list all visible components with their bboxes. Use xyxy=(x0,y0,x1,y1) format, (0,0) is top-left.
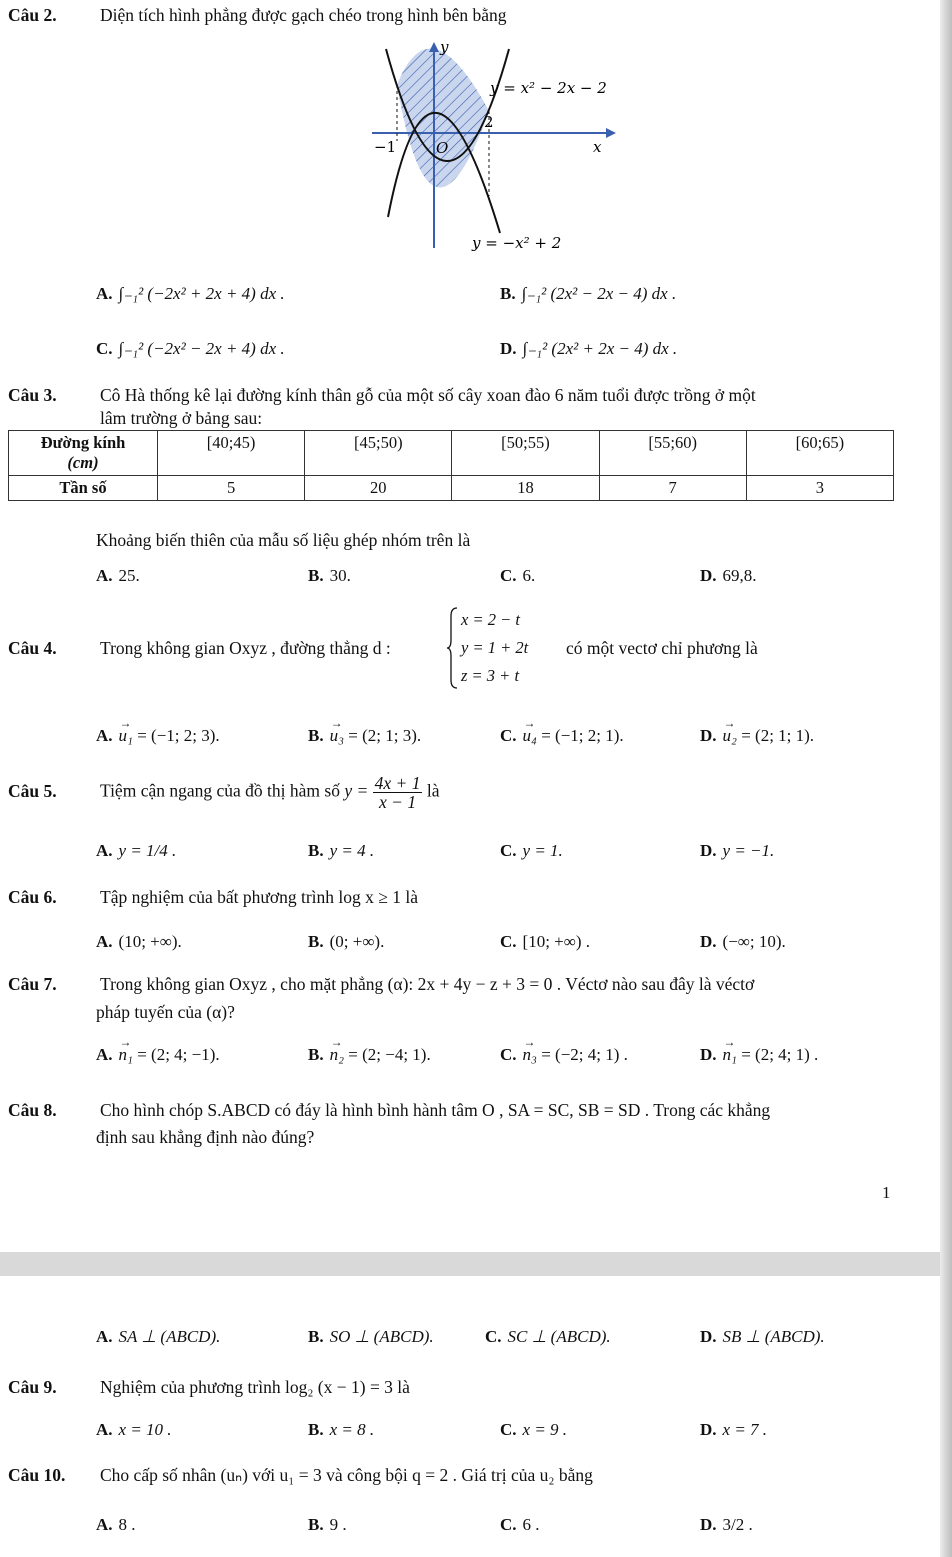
question-9 xyxy=(8,1376,410,1398)
question-3 xyxy=(8,384,756,406)
question-10 xyxy=(8,1464,593,1486)
table-cell: [55;60) xyxy=(599,431,746,476)
system-eq-z: z = 3 + t xyxy=(461,666,520,685)
table-row xyxy=(9,476,894,501)
table-cell: 3 xyxy=(746,476,893,501)
q5-option-d[interactable]: D. y = −1. xyxy=(700,841,775,860)
x-axis-label: x xyxy=(593,138,602,156)
q7-option-c[interactable]: C.→ n₃ = (−2; 4; 1) . xyxy=(500,1044,628,1066)
curve1-label: y = x² − 2x − 2 xyxy=(490,79,607,97)
q5-option-c[interactable]: C. y = 1. xyxy=(500,841,563,860)
y-axis-label: y xyxy=(440,38,449,56)
question-number: Câu 5. xyxy=(8,780,57,801)
question-4-tail: có một vectơ chỉ phương là xyxy=(566,638,758,658)
question-3-line2: lâm trường ở bảng sau: xyxy=(100,408,263,428)
q6-option-a[interactable]: A. (10; +∞). xyxy=(96,932,182,951)
question-7 xyxy=(8,973,754,995)
q3-option-d[interactable]: D. 69,8. xyxy=(700,566,757,585)
q4-option-a[interactable]: A.→ u₁ = (−1; 2; 3). xyxy=(96,725,220,747)
q3-option-a[interactable]: A. 25. xyxy=(96,566,140,585)
question-text: Trong không gian Oxyz , đường thẳng d : xyxy=(100,638,391,658)
q4-option-c[interactable]: C.→ u₄ = (−1; 2; 1). xyxy=(500,725,624,747)
function-lhs: y = xyxy=(344,780,369,801)
q10-option-c[interactable]: C. 6 . xyxy=(500,1515,540,1534)
q6-option-c[interactable]: C. [10; +∞) . xyxy=(500,932,591,951)
system-eq-x: x = 2 − t xyxy=(461,610,520,629)
table-cell: 20 xyxy=(305,476,452,501)
question-4 xyxy=(8,637,391,659)
question-number: Câu 2. xyxy=(8,5,57,25)
q7-option-a[interactable]: A.→ n₁ = (2; 4; −1). xyxy=(96,1044,220,1066)
question-3-prompt: Khoảng biến thiên của mẫu số liệu ghép nhóm trên là xyxy=(96,530,471,550)
q10-option-a[interactable]: A. 8 . xyxy=(96,1515,136,1534)
page-2 xyxy=(0,1276,940,1557)
q4-option-d[interactable]: D.→ u₂ = (2; 1; 1). xyxy=(700,725,814,747)
q7-option-d[interactable]: D.→ n₁ = (2; 4; 1) . xyxy=(700,1044,818,1066)
question-text: Cho hình chóp S.ABCD có đáy là hình bình hành tâm O , SA = SC, SB = SD . Trong các khẳng xyxy=(100,1100,771,1120)
question-text: Diện tích hình phẳng được gạch chéo trong hình bên bằng xyxy=(100,5,507,25)
question-number: Câu 6. xyxy=(8,887,57,907)
question-number: Câu 3. xyxy=(8,385,57,405)
function-fraction: $\frac{4x + 1}{x - 1}$ xyxy=(374,773,421,812)
question-7-line2: pháp tuyến của (α)? xyxy=(96,1002,235,1022)
q8-option-b[interactable]: B. SO ⊥ (ABCD). xyxy=(308,1327,434,1346)
question-8-line2: định sau khẳng định nào đúng? xyxy=(96,1127,315,1147)
table-cell: [45;50) xyxy=(305,431,452,476)
table-row xyxy=(9,431,894,476)
q10-option-b[interactable]: B. 9 . xyxy=(308,1515,347,1534)
curve2-label: y = −x² + 2 xyxy=(472,234,562,252)
question-number: Câu 9. xyxy=(8,1377,57,1397)
q2-option-a[interactable]: A. ∫₋₁² (−2x² + 2x + 4) dx . xyxy=(96,284,285,303)
question-number: Câu 8. xyxy=(8,1100,57,1120)
q6-option-d[interactable]: D. (−∞; 10). xyxy=(700,932,786,951)
q5-option-b[interactable]: B. y = 4 . xyxy=(308,841,375,860)
question-text: Tập nghiệm của bất phương trình log x ≥ 1 là xyxy=(100,887,418,907)
question-text: Cô Hà thống kê lại đường kính thân gỗ của một số cây xoan đào 6 năm tuổi được trồng ở một xyxy=(100,385,756,405)
q2-option-b[interactable]: B. ∫₋₁² (2x² − 2x − 4) dx . xyxy=(500,284,677,303)
q9-option-a[interactable]: A. x = 10 . xyxy=(96,1420,172,1439)
brace-icon xyxy=(445,606,459,690)
table-header: Đường kính (cm) xyxy=(9,431,158,476)
q2-option-c[interactable]: C. ∫₋₁² (−2x² − 2x + 4) dx . xyxy=(96,339,285,358)
table-cell: [60;65) xyxy=(746,431,893,476)
question-text: Tiệm cận ngang của đồ thị hàm số xyxy=(100,780,340,801)
table-cell: [50;55) xyxy=(452,431,599,476)
question-tail: là xyxy=(426,780,440,801)
page-number: 1 xyxy=(882,1183,891,1202)
q8-option-d[interactable]: D. SB ⊥ (ABCD). xyxy=(700,1327,825,1346)
q6-option-b[interactable]: B. (0; +∞). xyxy=(308,932,385,951)
q5-option-a[interactable]: A. y = 1/4 . xyxy=(96,841,177,860)
q9-option-b[interactable]: B. x = 8 . xyxy=(308,1420,375,1439)
table-cell: [40;45) xyxy=(158,431,305,476)
question-5 xyxy=(8,774,440,811)
question-number: Câu 4. xyxy=(8,638,57,658)
system-eq-y: y = 1 + 2t xyxy=(461,638,529,657)
q4-option-b[interactable]: B.→ u₃ = (2; 1; 3). xyxy=(308,725,421,747)
tick-pos-label: 2 xyxy=(484,113,494,131)
q8-option-c[interactable]: C. SC ⊥ (ABCD). xyxy=(485,1327,611,1346)
question-2 xyxy=(8,4,507,26)
frequency-table xyxy=(8,430,894,501)
q10-option-d[interactable]: D. 3/2 . xyxy=(700,1515,753,1534)
q9-option-c[interactable]: C. x = 9 . xyxy=(500,1420,568,1439)
q3-option-c[interactable]: C. 6. xyxy=(500,566,536,585)
tick-neg-label: −1 xyxy=(374,138,397,156)
q9-option-d[interactable]: D. x = 7 . xyxy=(700,1420,768,1439)
question-number: Câu 10. xyxy=(8,1465,66,1485)
table-cell: 7 xyxy=(599,476,746,501)
question-text: Nghiệm của phương trình log₂ (x − 1) = 3 là xyxy=(100,1377,410,1397)
table-cell: 18 xyxy=(452,476,599,501)
question-8 xyxy=(8,1099,770,1121)
shaded-region xyxy=(397,49,489,188)
origin-label: O xyxy=(436,139,449,157)
question-text: Cho cấp số nhân (uₙ) với u₁ = 3 và công bội q = 2 . Giá trị của u₂ bằng xyxy=(100,1465,593,1485)
question-text: Trong không gian Oxyz , cho mặt phẳng (α): 2x + 4y − z + 3 = 0 . Véctơ nào sau đây là véctơ xyxy=(100,974,755,994)
question-6 xyxy=(8,886,418,908)
q8-option-a[interactable]: A. SA ⊥ (ABCD). xyxy=(96,1327,221,1346)
page-edge-shadow xyxy=(940,0,952,1557)
q2-option-d[interactable]: D. ∫₋₁² (2x² + 2x − 4) dx . xyxy=(500,339,678,358)
table-cell: 5 xyxy=(158,476,305,501)
question-number: Câu 7. xyxy=(8,974,57,994)
q7-option-b[interactable]: B.→ n₂ = (2; −4; 1). xyxy=(308,1044,431,1066)
q3-option-b[interactable]: B. 30. xyxy=(308,566,351,585)
table-header: Tần số xyxy=(9,476,158,501)
area-figure xyxy=(360,36,630,258)
